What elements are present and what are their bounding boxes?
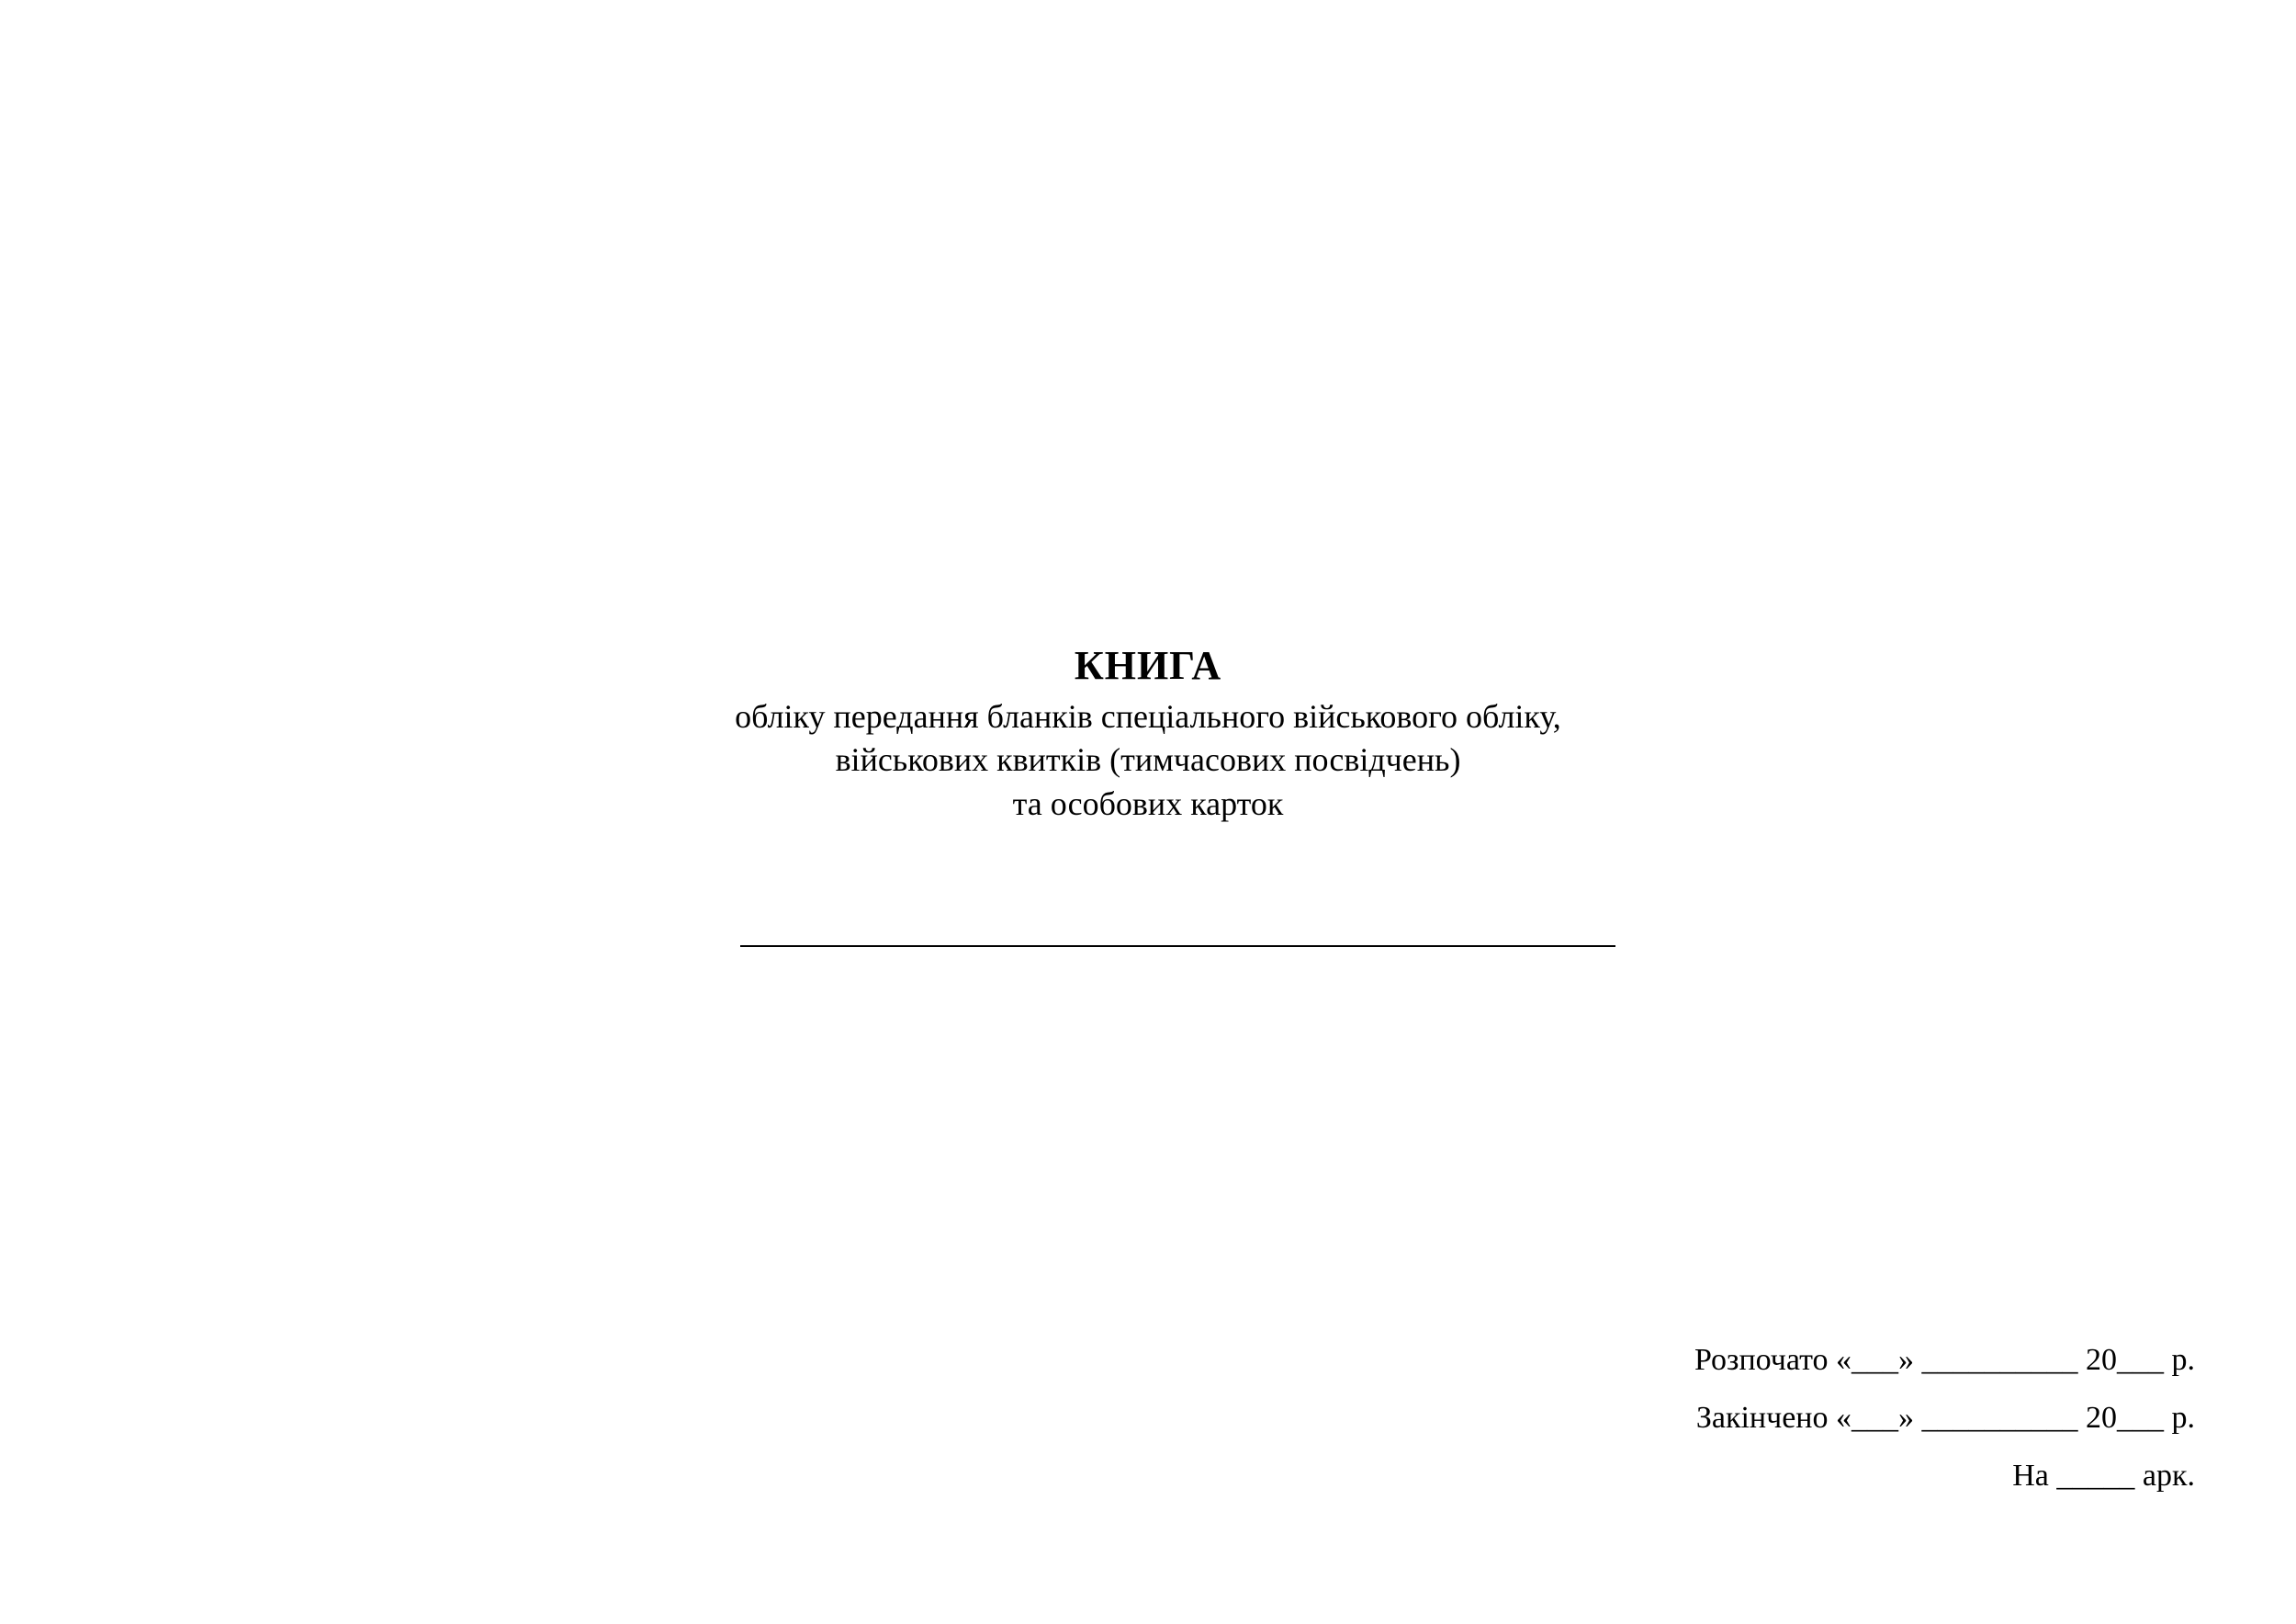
document-subtitle-line-1: обліку передання бланків спеціального військового обліку, xyxy=(735,697,1561,735)
title-block xyxy=(0,643,2296,827)
document-subtitle-line-3: та особових карток xyxy=(1012,785,1284,823)
organization-name-blank-line[interactable] xyxy=(740,945,1615,947)
sheet-count-field[interactable]: На _____ арк. xyxy=(2012,1458,2195,1493)
document-subtitle-line-2: військових квитків (тимчасових посвідчень) xyxy=(835,741,1461,779)
footer-block xyxy=(0,1332,2296,1506)
finished-date-field[interactable]: Закінчено «___» __________ 20___ р. xyxy=(1695,1400,2195,1435)
started-date-field[interactable]: Розпочато «___» __________ 20___ р. xyxy=(1694,1343,2195,1377)
page-title: КНИГА xyxy=(1074,643,1222,688)
